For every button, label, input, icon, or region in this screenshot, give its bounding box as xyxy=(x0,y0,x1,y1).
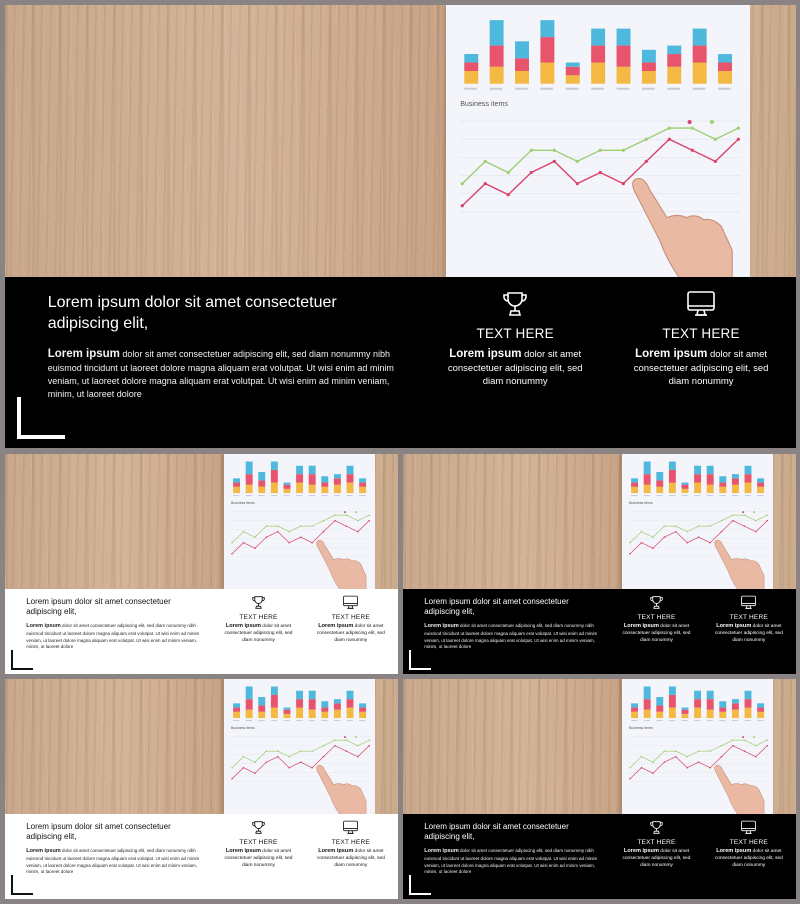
content-panel xyxy=(403,589,796,674)
body-text: dolor sit amet consectetuer adipiscing elit, sed diam nonummy nibh euismod tincidunt ut laoreet dolore magna aliquam erat volutpat. Ut wisi enim ad minim veniam, ut laoreet dolore magna aliquam erat volutpat. Ut wisi enim ad minim veniam, minim, ut laoreet dolore xyxy=(424,623,598,650)
content-panel xyxy=(5,814,398,899)
wood-desk-photo xyxy=(403,679,796,814)
thumbnail-slide-2[interactable] xyxy=(403,454,796,674)
corner-bracket xyxy=(17,397,65,439)
column-desc: Lorem ipsum dolor sit amet consectetuer adipiscing elit, sed diam nonummy xyxy=(633,347,769,388)
column-monitor xyxy=(626,288,776,389)
column-title: TEXT HERE xyxy=(637,839,676,847)
column-trophy xyxy=(221,594,296,644)
slide-body xyxy=(26,623,207,651)
monitor-icon xyxy=(342,819,359,836)
trophy-icon xyxy=(648,594,665,611)
wood-desk-photo xyxy=(5,5,796,277)
main-slide[interactable] xyxy=(5,5,796,448)
pointing-hand xyxy=(567,174,788,278)
pointing-hand xyxy=(284,538,394,589)
body-bold: Lorem ipsum xyxy=(26,623,61,630)
column-title: TEXT HERE xyxy=(729,839,768,847)
pointing-hand xyxy=(682,763,792,814)
column-monitor xyxy=(712,819,787,869)
column-trophy xyxy=(221,819,296,869)
slide-heading: Lorem ipsum dolor sit amet consectetuer adipiscing elit, xyxy=(26,596,171,617)
column-desc: Lorem ipsum dolor sit amet consectetuer adipiscing elit, sed diam nonummy xyxy=(316,623,385,643)
column-title: TEXT HERE xyxy=(729,614,768,622)
body-bold: Lorem ipsum xyxy=(47,347,120,360)
svg-text:Business items: Business items xyxy=(230,726,255,731)
body-bold: Lorem ipsum xyxy=(424,623,459,630)
column-title: TEXT HERE xyxy=(637,614,676,622)
svg-text:Business items: Business items xyxy=(628,501,653,506)
column-title: TEXT HERE xyxy=(476,325,554,341)
slide-heading: Lorem ipsum dolor sit amet consectetuer adipiscing elit, xyxy=(424,596,569,617)
column-monitor xyxy=(314,819,389,869)
trophy-icon xyxy=(250,819,267,836)
trophy-icon xyxy=(648,819,665,836)
column-title: TEXT HERE xyxy=(662,325,740,341)
thumbnail-slide-1[interactable] xyxy=(5,454,398,674)
column-title: TEXT HERE xyxy=(239,839,278,847)
column-title: TEXT HERE xyxy=(331,614,370,622)
body-text: dolor sit amet consectetuer adipiscing elit, sed diam nonummy nibh euismod tincidunt ut laoreet dolore magna aliquam erat volutpat. Ut wisi enim ad minim veniam, ut laoreet dolore magna aliquam erat volutpat. Ut wisi enim ad minim veniam, minim, ut laoreet dolore xyxy=(26,623,200,650)
column-desc: Lorem ipsum dolor sit amet consectetuer adipiscing elit, sed diam nonummy xyxy=(224,848,293,868)
slide-body xyxy=(424,848,605,876)
svg-text:Business items: Business items xyxy=(459,99,508,108)
slide-body xyxy=(48,346,412,402)
column-desc: Lorem ipsum dolor sit amet consectetuer adipiscing elit, sed diam nonummy xyxy=(447,347,583,388)
thumbnail-slide-3[interactable] xyxy=(5,679,398,899)
column-title: TEXT HERE xyxy=(239,614,278,622)
pointing-hand xyxy=(284,763,394,814)
column-desc: Lorem ipsum dolor sit amet consectetuer adipiscing elit, sed diam nonummy xyxy=(622,623,691,643)
wood-desk-photo xyxy=(5,679,398,814)
body-bold: Lorem ipsum xyxy=(424,848,459,855)
monitor-icon xyxy=(342,594,359,611)
content-panel xyxy=(5,589,398,674)
corner-bracket xyxy=(11,875,33,895)
slide-heading: Lorem ipsum dolor sit amet consectetuer adipiscing elit, xyxy=(26,821,171,842)
column-monitor xyxy=(314,594,389,644)
wood-desk-photo xyxy=(403,454,796,589)
content-panel xyxy=(5,277,796,448)
slide-heading: Lorem ipsum dolor sit amet consectetuer adipiscing elit, xyxy=(424,821,569,842)
monitor-icon xyxy=(740,594,757,611)
monitor-icon xyxy=(685,288,717,320)
column-desc: Lorem ipsum dolor sit amet consectetuer adipiscing elit, sed diam nonummy xyxy=(622,848,691,868)
column-trophy xyxy=(619,594,694,644)
slide-body xyxy=(26,848,207,876)
column-title: TEXT HERE xyxy=(331,839,370,847)
svg-text:Business items: Business items xyxy=(230,501,255,506)
column-trophy xyxy=(619,819,694,869)
column-desc: Lorem ipsum dolor sit amet consectetuer adipiscing elit, sed diam nonummy xyxy=(224,623,293,643)
content-panel xyxy=(403,814,796,899)
pointing-hand xyxy=(682,538,792,589)
body-bold: Lorem ipsum xyxy=(26,848,61,855)
slide-heading: Lorem ipsum dolor sit amet consectetuer adipiscing elit, xyxy=(47,293,337,332)
svg-text:Business items: Business items xyxy=(628,726,653,731)
corner-bracket xyxy=(409,650,431,670)
monitor-icon xyxy=(740,819,757,836)
body-text: dolor sit amet consectetuer adipiscing elit, sed diam nonummy nibh euismod tincidunt ut laoreet dolore magna aliquam erat volutpat. Ut wisi enim ad minim veniam, ut laoreet dolore magna aliquam erat volutpat. Ut wisi enim ad minim veniam, minim, ut laoreet dolore xyxy=(424,848,598,875)
column-desc: Lorem ipsum dolor sit amet consectetuer adipiscing elit, sed diam nonummy xyxy=(316,848,385,868)
corner-bracket xyxy=(11,650,33,670)
body-text: dolor sit amet consectetuer adipiscing elit, sed diam nonummy nibh euismod tincidunt ut laoreet dolore magna aliquam erat volutpat. Ut wisi enim ad minim veniam, ut laoreet dolore magna aliquam erat volutpat. Ut wisi enim ad minim veniam, minim, ut laoreet dolore xyxy=(26,848,200,875)
column-monitor xyxy=(712,594,787,644)
wood-desk-photo xyxy=(5,454,398,589)
body-text: dolor sit amet consectetuer adipiscing elit, sed diam nonummy nibh euismod tincidunt ut laoreet dolore magna aliquam erat volutpat. Ut wisi enim ad minim veniam, ut laoreet dolore magna aliquam erat volutpat. Ut wisi enim ad minim veniam, minim, ut laoreet dolore xyxy=(47,348,394,400)
slide-body xyxy=(424,623,605,651)
trophy-icon xyxy=(250,594,267,611)
column-desc: Lorem ipsum dolor sit amet consectetuer adipiscing elit, sed diam nonummy xyxy=(714,848,783,868)
thumbnail-slide-4[interactable] xyxy=(403,679,796,899)
column-desc: Lorem ipsum dolor sit amet consectetuer adipiscing elit, sed diam nonummy xyxy=(714,623,783,643)
trophy-icon xyxy=(499,288,531,320)
column-trophy xyxy=(440,288,590,389)
corner-bracket xyxy=(409,875,431,895)
